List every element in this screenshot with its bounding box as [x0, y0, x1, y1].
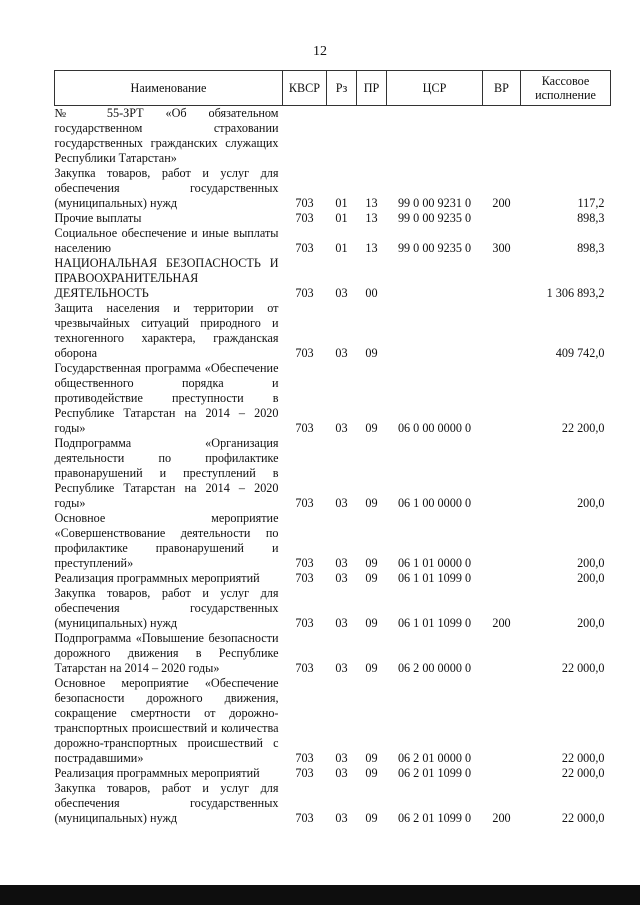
header-csr: ЦСР [387, 71, 483, 106]
cell-pr: 09 [365, 811, 378, 825]
table-row [55, 766, 611, 781]
table-row [55, 586, 611, 631]
table-row [55, 226, 611, 256]
cell-vr [483, 766, 521, 781]
table-row [55, 106, 611, 167]
table-row [55, 211, 611, 226]
scan-bottom-edge [0, 885, 640, 905]
cell-csr: 06 2 01 1099 0 [397, 811, 472, 825]
cell-kvsr: 703 [295, 556, 314, 570]
cell-kvsr: 703 [295, 241, 314, 255]
cell-vr [483, 676, 521, 766]
table-row [55, 781, 611, 826]
cell-amount: 117,2 [577, 196, 605, 210]
table-header-row [55, 71, 611, 106]
cell-amount: 22 000,0 [561, 661, 605, 675]
cell-rz: 03 [335, 751, 348, 765]
cell-name: Защита населения и территории от чрезвычайных ситуаций природного и техногенного характера, гражданская оборона [54, 301, 279, 360]
cell-kvsr: 703 [295, 571, 314, 585]
cell-kvsr: 703 [295, 286, 314, 300]
cell-name: Реализация программных мероприятий [54, 766, 260, 780]
cell-amount: 22 000,0 [561, 766, 605, 780]
cell-rz: 03 [335, 286, 348, 300]
cell-name: Основное мероприятие «Совершенствование деятельности по профилактике правонарушений и преступлений» [54, 511, 279, 570]
cell-csr [387, 256, 483, 301]
cell-name: Закупка товаров, работ и услуг для обеспечения государственных (муниципальных) нужд [54, 781, 279, 825]
cell-name: Реализация программных мероприятий [54, 571, 260, 585]
cell-pr: 09 [365, 616, 378, 630]
cell-name: НАЦИОНАЛЬНАЯ БЕЗОПАСНОСТЬ И ПРАВООХРАНИТЕЛЬНАЯ ДЕЯТЕЛЬНОСТЬ [54, 256, 279, 300]
cell-pr: 13 [365, 196, 378, 210]
cell-rz: 03 [335, 421, 348, 435]
cell-vr [483, 361, 521, 436]
cell-vr: 200 [492, 811, 511, 825]
cell-rz [327, 106, 357, 167]
cell-rz: 03 [335, 616, 348, 630]
table-row [55, 436, 611, 511]
cell-vr [483, 211, 521, 226]
header-pr: ПР [357, 71, 387, 106]
table-body [55, 106, 611, 827]
cell-amount: 898,3 [577, 241, 605, 255]
cell-pr: 09 [365, 751, 378, 765]
table-row [55, 301, 611, 361]
cell-name: Прочие выплаты [54, 211, 142, 225]
cell-rz: 03 [335, 556, 348, 570]
cell-vr [483, 571, 521, 586]
cell-vr [483, 256, 521, 301]
table-row [55, 676, 611, 766]
cell-csr: 06 1 01 0000 0 [397, 556, 472, 570]
cell-vr [483, 106, 521, 167]
cell-csr: 99 0 00 9235 0 [397, 211, 472, 225]
cell-kvsr: 703 [295, 661, 314, 675]
cell-kvsr: 703 [295, 766, 314, 780]
table-row [55, 166, 611, 211]
cell-rz: 03 [335, 571, 348, 585]
cell-name: Закупка товаров, работ и услуг для обеспечения государственных (муниципальных) нужд [54, 166, 279, 210]
cell-pr: 09 [365, 766, 378, 780]
cell-name: Государственная программа «Обеспечение общественного порядка и противодействие преступности в Республике Татарстан на 2014 – 2020 годы» [54, 361, 279, 435]
cell-pr: 00 [365, 286, 378, 300]
cell-rz: 03 [335, 346, 348, 360]
cell-amount: 200,0 [577, 571, 605, 585]
cell-pr: 13 [365, 241, 378, 255]
cell-pr: 09 [365, 556, 378, 570]
cell-kvsr: 703 [295, 421, 314, 435]
cell-vr [483, 301, 521, 361]
table-row [55, 361, 611, 436]
cell-pr: 09 [365, 421, 378, 435]
cell-kvsr: 703 [295, 196, 314, 210]
cell-name: Закупка товаров, работ и услуг для обеспечения государственных (муниципальных) нужд [54, 586, 279, 630]
cell-amount: 200,0 [577, 616, 605, 630]
cell-pr: 09 [365, 496, 378, 510]
cell-amount: 898,3 [577, 211, 605, 225]
cell-csr [387, 301, 483, 361]
cell-name: Подпрограмма «Организация деятельности по профилактике правонарушений и преступлений в Республике Татарстан на 2014 – 2020 годы» [54, 436, 279, 510]
cell-amount: 22 200,0 [561, 421, 605, 435]
cell-rz: 03 [335, 496, 348, 510]
cell-csr: 06 1 00 0000 0 [397, 496, 472, 510]
cell-kvsr: 703 [295, 811, 314, 825]
cell-rz: 01 [335, 241, 348, 255]
cell-kvsr [283, 106, 327, 167]
cell-vr: 300 [492, 241, 511, 255]
cell-kvsr: 703 [295, 496, 314, 510]
cell-rz: 03 [335, 766, 348, 780]
page-number: 12 [313, 44, 327, 59]
cell-csr: 06 2 01 0000 0 [397, 751, 472, 765]
cell-pr [357, 106, 387, 167]
cell-csr: 99 0 00 9235 0 [397, 241, 472, 255]
cell-name: № 55-ЗРТ «Об обязательном государственном страховании государственных гражданских служащих Республики Татарстан» [54, 106, 279, 165]
header-kvsr: КВСР [283, 71, 327, 106]
header-amount: Кассовое исполнение [521, 71, 611, 106]
budget-table [54, 70, 611, 826]
cell-kvsr: 703 [295, 751, 314, 765]
cell-vr [483, 511, 521, 571]
header-rz: Рз [327, 71, 357, 106]
cell-pr: 09 [365, 571, 378, 585]
cell-rz: 03 [335, 811, 348, 825]
cell-pr: 09 [365, 346, 378, 360]
cell-rz: 01 [335, 211, 348, 225]
header-name: Наименование [55, 71, 283, 106]
cell-amount [521, 106, 611, 167]
cell-rz: 01 [335, 196, 348, 210]
cell-kvsr: 703 [295, 211, 314, 225]
cell-vr [483, 631, 521, 676]
cell-csr: 06 1 01 1099 0 [397, 616, 472, 630]
cell-vr [483, 436, 521, 511]
cell-rz: 03 [335, 661, 348, 675]
cell-csr: 06 1 01 1099 0 [397, 571, 472, 585]
cell-vr: 200 [492, 616, 511, 630]
table-row [55, 631, 611, 676]
header-vr: ВР [483, 71, 521, 106]
cell-name: Социальное обеспечение и иные выплаты населению [54, 226, 279, 255]
cell-amount: 22 000,0 [561, 751, 605, 765]
cell-vr: 200 [492, 196, 511, 210]
cell-csr: 06 0 00 0000 0 [397, 421, 472, 435]
cell-csr: 06 2 00 0000 0 [397, 661, 472, 675]
cell-amount: 200,0 [577, 496, 605, 510]
cell-kvsr: 703 [295, 616, 314, 630]
cell-amount: 200,0 [577, 556, 605, 570]
cell-amount: 22 000,0 [561, 811, 605, 825]
cell-pr: 13 [365, 211, 378, 225]
cell-csr: 99 0 00 9231 0 [397, 196, 472, 210]
cell-amount: 409 742,0 [555, 346, 605, 360]
cell-name: Основное мероприятие «Обеспечение безопасности дорожного движения, сокращение смертности от дорожно-транспортных происшествий и количества дорожно-транспортных происшествий с пострадавшими» [54, 676, 279, 765]
table-row [55, 571, 611, 586]
cell-csr [387, 106, 483, 167]
cell-name: Подпрограмма «Повышение безопасности дорожного движения в Республике Татарстан на 2014 – 2020 годы» [54, 631, 279, 675]
table-row [55, 256, 611, 301]
cell-amount: 1 306 893,2 [546, 286, 605, 300]
cell-kvsr: 703 [295, 346, 314, 360]
cell-pr: 09 [365, 661, 378, 675]
cell-csr: 06 2 01 1099 0 [397, 766, 472, 780]
table-row [55, 511, 611, 571]
